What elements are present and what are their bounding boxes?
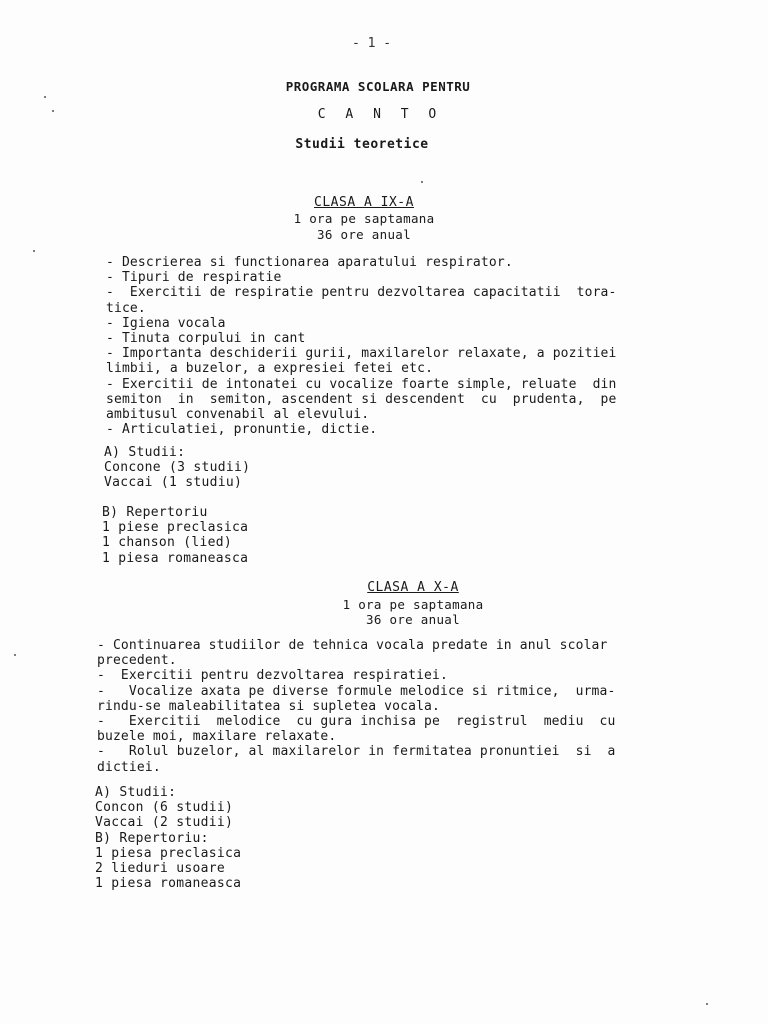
scan-speck <box>52 110 54 112</box>
studies-line: Concon (6 studii) <box>95 800 234 816</box>
class10-hours-year: 36 ore anual <box>366 612 460 627</box>
content-line: - Tipuri de respiratie <box>106 270 282 286</box>
studies-line: A) Studii: <box>104 445 186 460</box>
content-line: - Igiena vocala <box>106 315 226 331</box>
section-subtitle: Studii teoretice <box>295 137 429 152</box>
repertoire-line: 1 piese preclasica <box>102 520 249 536</box>
class10-content <box>97 638 615 775</box>
content-line: - Exercitii de respiratie pentru dezvoltarea capacitatii tora- <box>106 285 617 301</box>
class10-title: CLASA A X-A <box>367 580 459 595</box>
content-line: - Exercitii de intonatei cu vocalize foarte simple, reluate din <box>106 376 617 392</box>
subject-title: C A N T O <box>317 107 443 122</box>
content-line: - Articulatiei, pronuntie, dictie. <box>106 422 378 438</box>
studies-line: B) Repertoriu: <box>95 830 209 846</box>
scan-speck <box>706 1003 708 1005</box>
document-title: PROGRAMA SCOLARA PENTRU <box>285 79 471 94</box>
studies-line: 2 lieduri usoare <box>95 861 226 877</box>
content-line: - Tinuta corpului in cant <box>106 331 306 347</box>
content-line: rindu-se maleabilitatea si supletea vocala. <box>97 698 440 714</box>
page-number-mark: - 1 - <box>352 36 392 51</box>
studies-line: Vaccai (2 studii) <box>95 815 234 831</box>
content-line: limbii, a buzelor, a expresiei fetei etc. <box>106 361 434 377</box>
content-line: precedent. <box>97 653 177 669</box>
studies-line: A) Studii: <box>95 785 177 800</box>
class9-title: CLASA A IX-A <box>314 195 414 210</box>
class10-hours-week: 1 ora pe saptamana <box>342 597 484 612</box>
class9-content <box>106 255 617 437</box>
studies-line: Concone (3 studii) <box>104 460 251 476</box>
scan-speck <box>33 250 35 252</box>
content-line: dictiei. <box>97 759 161 775</box>
repertoire-line: 1 piesa romaneasca <box>102 550 249 566</box>
content-line: - Exercitii pentru dezvoltarea respiratiei. <box>97 668 448 684</box>
content-line: ambitusul convenabil al elevului. <box>106 407 370 423</box>
scan-speck <box>421 181 423 183</box>
class9-hours-week: 1 ora pe saptamana <box>293 211 435 226</box>
class10-studies <box>95 785 241 891</box>
content-line: semiton in semiton, ascendent si descendent cu prudenta, pe <box>106 391 617 407</box>
scan-speck <box>14 654 16 656</box>
repertoire-line: B) Repertoriu <box>102 505 208 520</box>
studies-line: 1 piesa romaneasca <box>95 876 242 892</box>
scan-speck <box>44 96 46 98</box>
content-line: - Importanta deschiderii gurii, maxilarelor relaxate, a pozitiei <box>106 346 617 362</box>
content-line: tice. <box>106 300 146 316</box>
class9-studies <box>104 445 250 491</box>
content-line: - Descrierea si functionarea aparatului respirator. <box>106 255 513 270</box>
repertoire-line: 1 chanson (lied) <box>102 535 233 551</box>
studies-line: 1 piesa preclasica <box>95 845 242 861</box>
content-line: - Vocalize axata pe diverse formule melodice si ritmice, urma- <box>97 683 616 699</box>
content-line: - Rolul buzelor, al maxilarelor in fermitatea pronuntiei si a <box>97 744 616 760</box>
class9-hours-year: 36 ore anual <box>317 227 411 242</box>
content-line: buzele moi, maxilare relaxate. <box>97 729 337 745</box>
content-line: - Exercitii melodice cu gura inchisa pe registrul mediu cu <box>97 714 616 730</box>
studies-line: Vaccai (1 studiu) <box>104 475 243 491</box>
class9-repertoire <box>102 505 248 566</box>
content-line: - Continuarea studiilor de tehnica vocala predate in anul scolar <box>97 638 608 653</box>
